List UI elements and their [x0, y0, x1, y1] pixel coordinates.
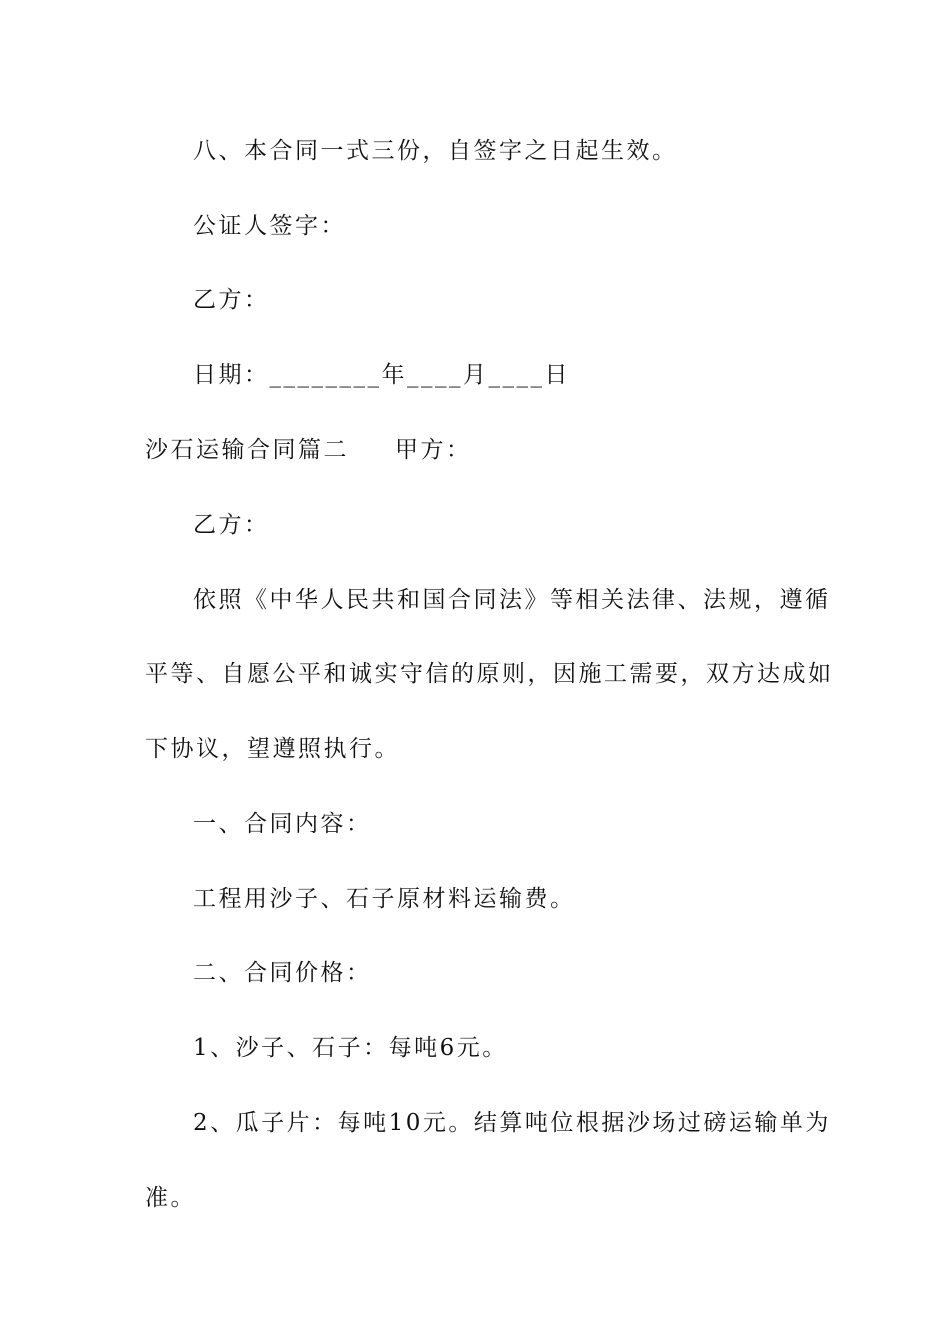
- section-two-heading: 二、合同价格：: [193, 960, 372, 986]
- section-heading-row: [145, 435, 805, 465]
- preamble-line-1: 依照《中华人民共和国合同法》等相关法律、法规，遵循: [193, 587, 831, 613]
- party-b-label: 乙方：: [193, 287, 270, 313]
- price-item-1: 1、沙子、石子：每吨6元。: [193, 1035, 508, 1061]
- party-a-label: 甲方：: [395, 437, 472, 463]
- date-line: 日期：________年____月____日: [193, 362, 570, 388]
- clause-eight: 八、本合同一式三份，自签字之日起生效。: [193, 138, 678, 164]
- price-item-2-continued: 准。: [145, 1185, 196, 1211]
- party-b-label-2: 乙方：: [193, 512, 270, 538]
- preamble-line-3: 下协议，望遵照执行。: [145, 736, 400, 762]
- section-one-heading: 一、合同内容：: [193, 811, 372, 837]
- contract-title: 沙石运输合同篇二: [145, 437, 349, 463]
- section-one-body: 工程用沙子、石子原材料运输费。: [193, 886, 576, 912]
- price-item-2: 2、瓜子片：每吨10元。结算吨位根据沙场过磅运输单为: [193, 1110, 831, 1136]
- notary-signature-label: 公证人签字：: [193, 213, 346, 239]
- preamble-line-2: 平等、自愿公平和诚实守信的原则，因施工需要，双方达成如: [145, 661, 834, 687]
